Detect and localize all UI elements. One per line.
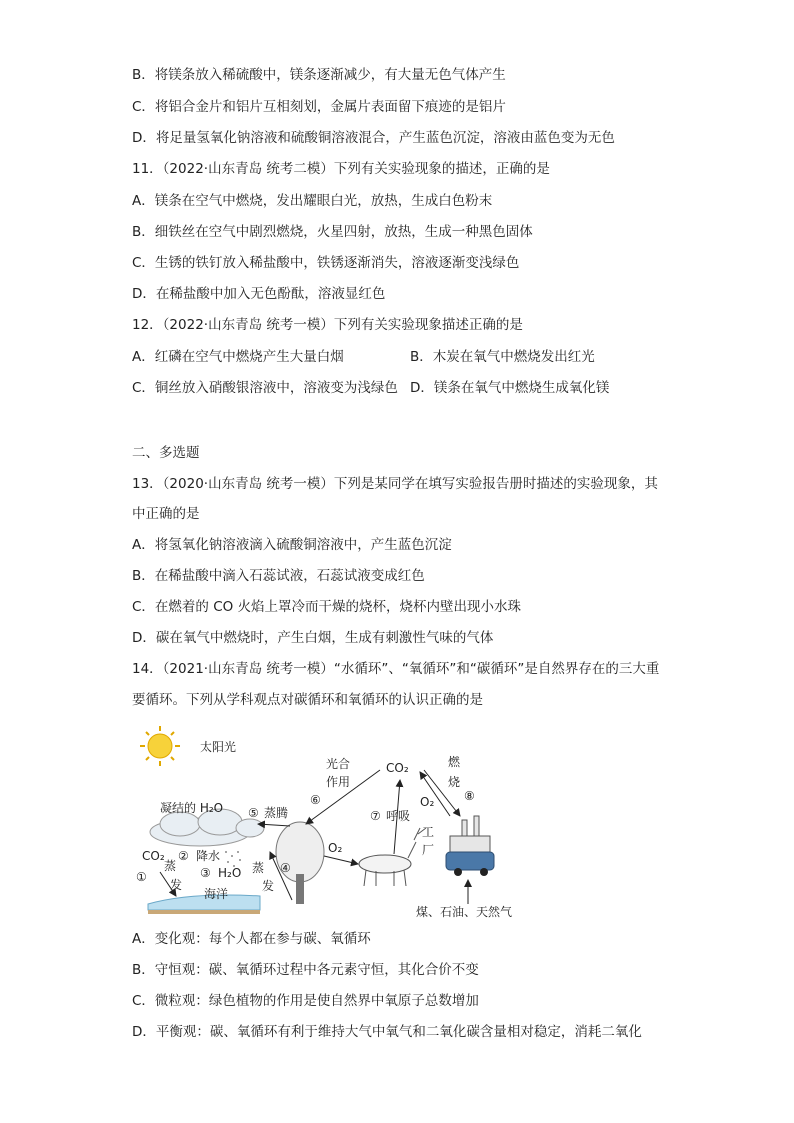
o2-mid-label: O₂ xyxy=(328,841,343,855)
option-10c: C．将铝合金片和铝片互相刻划，金属片表面留下痕迹的是铝片 xyxy=(132,99,506,115)
evaporation-a-2: 发 xyxy=(170,878,183,892)
respiration-label: 呼吸 xyxy=(386,809,411,823)
sun-icon xyxy=(140,726,180,766)
arrow-o2-deer xyxy=(324,856,358,864)
fuels-label: 煤、石油、天然气 xyxy=(416,905,513,919)
rain-label: 降水 xyxy=(196,849,221,863)
option-12b: B．木炭在氧气中燃烧发出红光 xyxy=(410,349,595,365)
label-n7: ⑦ xyxy=(370,809,381,823)
label-n2: ② xyxy=(178,849,189,863)
cycle-diagram xyxy=(130,724,530,924)
option-13b: B．在稀盐酸中滴入石蕊试液，石蕊试液变成红色 xyxy=(132,568,425,584)
option-14b: B．守恒观：碳、氧循环过程中各元素守恒，其化合价不变 xyxy=(132,962,479,978)
transpiration-label: 蒸腾 xyxy=(264,806,289,820)
option-11a: A．镁条在空气中燃烧，发出耀眼白光，放热，生成白色粉末 xyxy=(132,193,493,209)
option-11b: B．细铁丝在空气中剧烈燃烧，火星四射，放热，生成一种黑色固体 xyxy=(132,224,533,240)
option-14a: A．变化观：每个人都在参与碳、氧循环 xyxy=(132,931,371,947)
rain-icon xyxy=(225,851,241,867)
option-13d: D．碳在氧气中燃烧时，产生白烟，生成有刺激性气味的气体 xyxy=(132,630,494,646)
ocean-label: 海洋 xyxy=(204,887,229,901)
condensed-water-label: 凝结的 H₂O xyxy=(160,801,224,815)
option-12a: A．红磷在空气中燃烧产生大量白烟 xyxy=(132,349,344,365)
label-n1: ① xyxy=(136,870,147,884)
label-n3: ③ xyxy=(200,866,211,880)
option-14d: D．平衡观：碳、氧循环有利于维持大气中氧气和二氧化碳含量相对稳定，消耗二氧化 xyxy=(132,1024,642,1040)
option-10d: D．将足量氢氧化钠溶液和硫酸铜溶液混合，产生蓝色沉淀，溶液由蓝色变为无色 xyxy=(132,130,615,146)
option-12d: D．镁条在氧气中燃烧生成氧化镁 xyxy=(410,380,610,396)
question-14-stem-line2: 要循环。下列从学科观点对碳循环和氧循环的认识正确的是 xyxy=(132,692,483,708)
option-14c: C．微粒观：绿色植物的作用是使自然界中氧原子总数增加 xyxy=(132,993,479,1009)
option-13c: C．在燃着的 CO 火焰上罩冷而干燥的烧杯，烧杯内壁出现小水珠 xyxy=(132,599,522,615)
option-12c: C．铜丝放入硝酸银溶液中，溶液变为浅绿色 xyxy=(132,380,398,396)
question-13-stem-line1: 13．（2020·山东青岛 统考一模）下列是某同学在填写实验报告册时描述的实验现象，其 xyxy=(132,476,658,492)
factory-label-2: 厂 xyxy=(422,843,435,857)
arrow-burn xyxy=(420,772,450,816)
burn-label-1: 燃 xyxy=(448,755,461,769)
sun-label: 太阳光 xyxy=(200,740,237,754)
question-13-stem-line2: 中正确的是 xyxy=(132,506,200,522)
burn-label-2: 烧 xyxy=(448,775,461,789)
section-title: 二、多选题 xyxy=(132,445,200,461)
question-12-stem: 12．（2022·山东青岛 统考一模）下列有关实验现象描述正确的是 xyxy=(132,317,523,333)
option-11d: D．在稀盐酸中加入无色酚酞，溶液显红色 xyxy=(132,286,386,302)
photosynthesis-label-2: 作用 xyxy=(326,775,351,789)
option-13a: A．将氢氧化钠溶液滴入硫酸铜溶液中，产生蓝色沉淀 xyxy=(132,537,452,553)
question-14-stem-line1: 14．（2021·山东青岛 统考一模）“水循环”、“氧循环”和“碳循环”是自然界存在的三大重 xyxy=(132,661,660,677)
label-n5: ⑤ xyxy=(248,806,259,820)
label-n4: ④ xyxy=(280,861,291,875)
label-n8: ⑧ xyxy=(464,789,475,803)
evaporation-b-1: 蒸 xyxy=(252,861,265,875)
question-11-stem: 11．（2022·山东青岛 统考二模）下列有关实验现象的描述，正确的是 xyxy=(132,161,550,177)
cycle-diagram-svg xyxy=(130,724,530,924)
deer-icon xyxy=(359,828,426,886)
evaporation-b-2: 发 xyxy=(262,879,275,893)
shore-shape xyxy=(148,910,260,914)
co2-left-label: CO₂ xyxy=(142,849,165,863)
photosynthesis-label-1: 光合 xyxy=(326,757,351,771)
option-11c: C．生锈的铁钉放入稀盐酸中，铁锈逐渐消失，溶液逐渐变浅绿色 xyxy=(132,255,520,271)
option-10b: B．将镁条放入稀硫酸中，镁条逐渐减少，有大量无色气体产生 xyxy=(132,67,506,83)
o2-right-label: O₂ xyxy=(420,795,435,809)
car-icon xyxy=(446,852,494,876)
factory-label-1: 工 xyxy=(422,825,435,839)
label-n6: ⑥ xyxy=(310,793,321,807)
evaporation-a-1: 蒸 xyxy=(164,859,177,873)
co2-top-label: CO₂ xyxy=(386,761,409,775)
h2o-label: H₂O xyxy=(218,866,242,880)
